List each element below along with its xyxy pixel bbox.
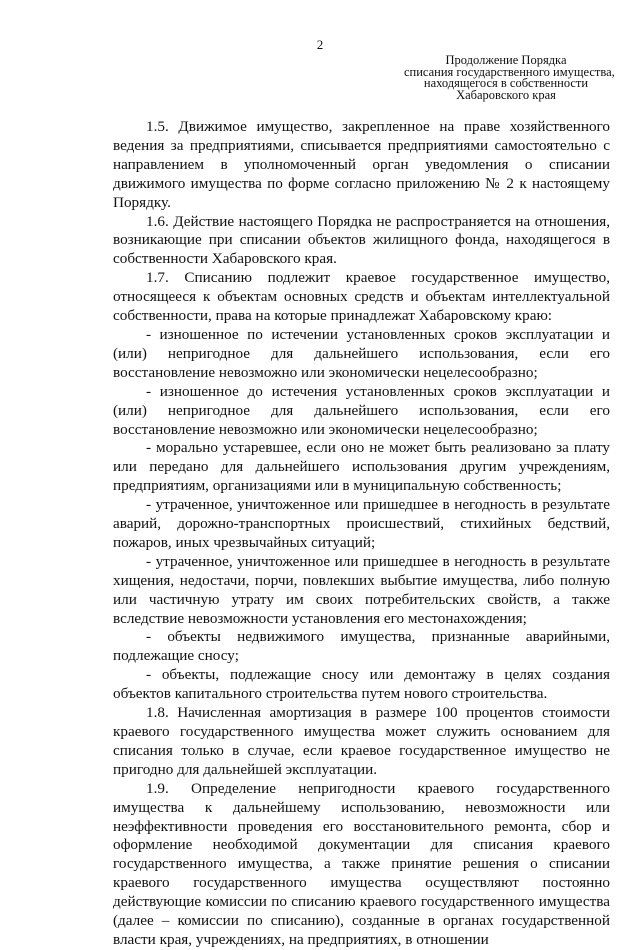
document-body bbox=[113, 118, 610, 950]
header-note bbox=[404, 53, 615, 102]
paragraph-1-6: 1.6. Действие настоящего Порядка не распространяется на отношения, возникающие при списании объектов жилищного фонда, находящегося в собственности Хабаровского края. bbox=[113, 212, 610, 268]
header-note-line: Продолжение Порядка bbox=[445, 53, 567, 67]
list-item: - объекты, подлежащие сносу или демонтажу в целях создания объектов капитального строительства путем нового строительства. bbox=[113, 666, 610, 703]
header-note-line: списания государственного имущества, bbox=[404, 64, 615, 79]
list-item: - утраченное, уничтоженное или пришедшее в негодность в результате аварий, дорожно-транспортных происшествий, стихийных бедствий, пожаров, иных чрезвычайных ситуаций; bbox=[113, 496, 610, 551]
paragraph-1-5: 1.5. Движимое имущество, закрепленное на праве хозяйственного ведения за предприятиями, списывается предприятиями самостоятельно с направлением в уполномоченный орган уведомления о списании движимого имущества по форме согласно приложению № 2 к настоящему Порядку. bbox=[113, 118, 610, 211]
list-item: - объекты недвижимого имущества, признанные аварийными, подлежащие сносу; bbox=[113, 628, 610, 665]
paragraph-1-9: 1.9. Определение непригодности краевого государственного имущества к дальнейшему использованию, невозможности или неэффективности проведения его восстановительного ремонта, сбор и оформление необходимой документации для списания краевого государственного имущества, а также принятие решения о списании краевого государственного имущества осуществляют постоянно действующие комиссии по списанию краевого государственного имущества (далее – комиссии по списанию), созданные в органах государственной власти края, учреждениях, на предприятиях, в отношении bbox=[113, 779, 610, 948]
list-item: - изношенное до истечения установленных сроков эксплуатации и (или) непригодное для дальнейшего использования, если его восстановление невозможно или экономически нецелесообразно; bbox=[113, 382, 610, 438]
paragraph-1-7: 1.7. Списанию подлежит краевое государственное имущество, относящееся к объектам основных средств и объектам интеллектуальной собственности, права на которые принадлежат Хабаровскому краю: bbox=[113, 269, 610, 325]
list-item: - морально устаревшее, если оно не может быть реализовано за плату или передано для дальнейшего использования другим учреждениям, предприятиям, организациями или в муниципальную собственность; bbox=[113, 439, 610, 495]
list-item: - утраченное, уничтоженное или пришедшее в негодность в результате хищения, недостачи, порчи, повлекших выбытие имущества, либо полную или частичную утрату им своих потребительских свойств, а также вследствие невозможности установления его местонахождения; bbox=[113, 552, 610, 627]
header-note-line: находящегося в собственности bbox=[423, 76, 589, 90]
header-note-line: Хабаровского края bbox=[456, 87, 556, 102]
list-item: - изношенное по истечении установленных сроков эксплуатации и (или) непригодное для дальнейшего использования, если его восстановление невозможно или экономически нецелесообразно; bbox=[113, 325, 610, 381]
paragraph-1-8: 1.8. Начисленная амортизация в размере 100 процентов стоимости краевого государственного имущества может служить основанием для списания только в случае, если краевое государственное имущество не пригодно для дальнейшей эксплуатации. bbox=[113, 704, 610, 778]
page-number: 2 bbox=[316, 37, 324, 52]
